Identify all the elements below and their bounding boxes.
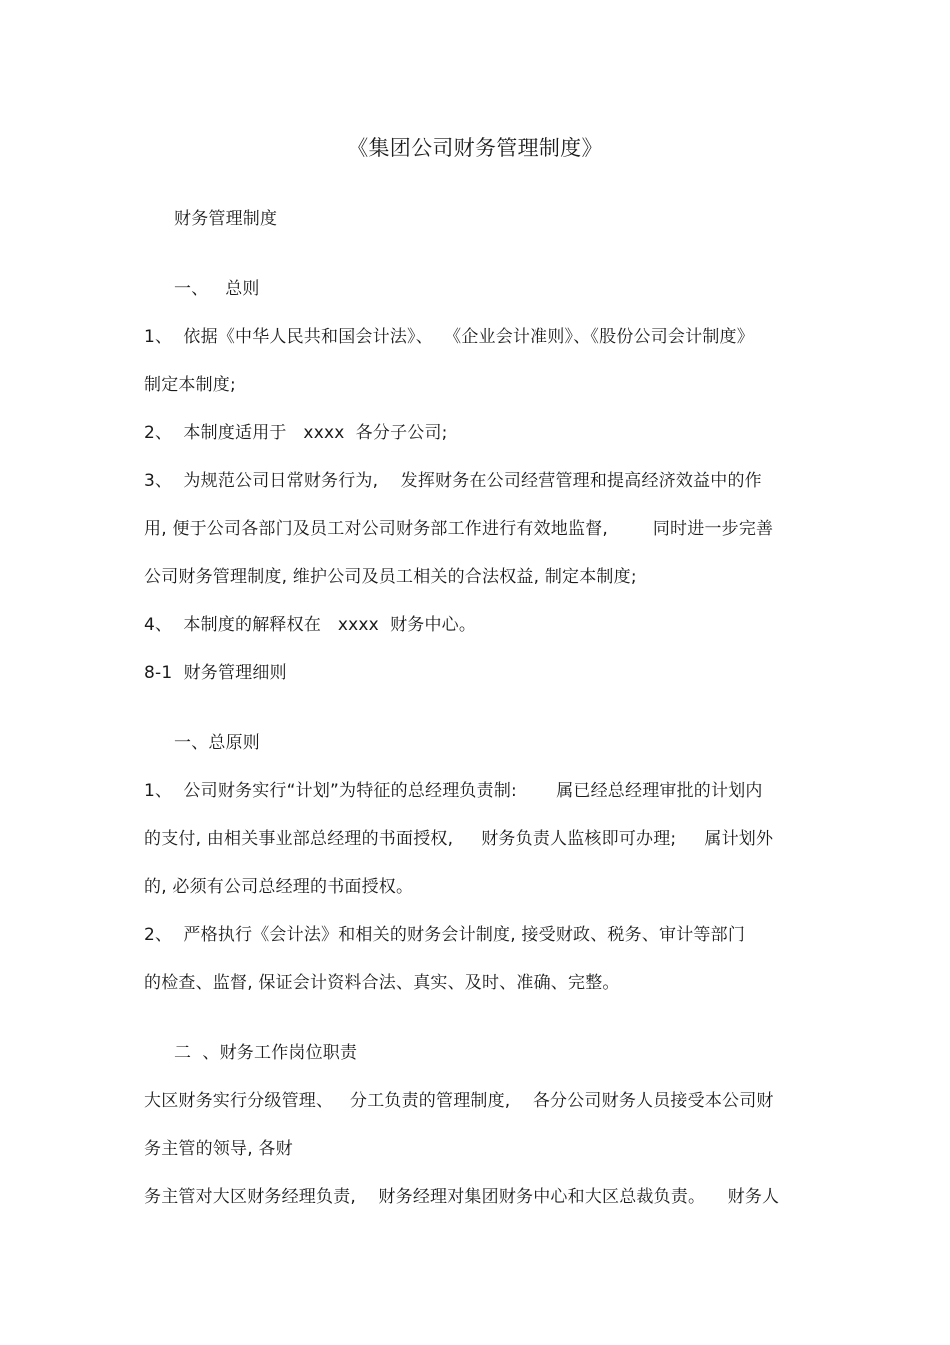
paragraph-line: 1、 依据《中华人民共和国会计法》、 《企业会计准则》、《股份公司会计制度》: [144, 327, 754, 347]
paragraph-line: 制定本制度;: [144, 375, 236, 395]
paragraph-line: 用, 便于公司各部门及员工对公司财务部工作进行有效地监督, 同时进一步完善: [144, 519, 774, 539]
chapter-heading: 一、总原则: [174, 733, 260, 753]
paragraph-line: 4、 本制度的解释权在 xxxx 财务中心。: [144, 615, 477, 635]
paragraph-line: 的支付, 由相关事业部总经理的书面授权, 财务负责人监核即可办理; 属计划外: [144, 829, 774, 849]
paragraph-line: 公司财务管理制度, 维护公司及员工相关的合法权益, 制定本制度;: [144, 567, 637, 587]
paragraph-line: 的, 必须有公司总经理的书面授权。: [144, 877, 414, 897]
section-heading: 8-1 财务管理细则: [144, 663, 287, 683]
chapter-heading: 一、 总则: [174, 279, 260, 299]
paragraph-line: 3、 为规范公司日常财务行为, 发挥财务在公司经营管理和提高经济效益中的作: [144, 471, 762, 491]
chapter-heading: 二 、财务工作岗位职责: [174, 1043, 358, 1063]
paragraph-line: 务主管的领导, 各财: [144, 1139, 293, 1159]
paragraph-line: 务主管对大区财务经理负责, 财务经理对集团财务中心和大区总裁负责。 财务人: [144, 1187, 780, 1207]
paragraph-line: 大区财务实行分级管理、 分工负责的管理制度, 各分公司财务人员接受本公司财: [144, 1091, 774, 1111]
paragraph-line: 1、 公司财务实行“计划”为特征的总经理负责制: 属已经总经理审批的计划内: [144, 781, 763, 801]
section-heading: 财务管理制度: [174, 209, 278, 229]
paragraph-line: 2、 严格执行《会计法》和相关的财务会计制度, 接受财政、税务、审计等部门: [144, 925, 746, 945]
paragraph-line: 2、 本制度适用于 xxxx 各分子公司;: [144, 423, 448, 443]
paragraph-line: 的检查、监督, 保证会计资料合法、真实、及时、准确、完整。: [144, 973, 620, 993]
document-title: 《集团公司财务管理制度》: [347, 136, 603, 160]
